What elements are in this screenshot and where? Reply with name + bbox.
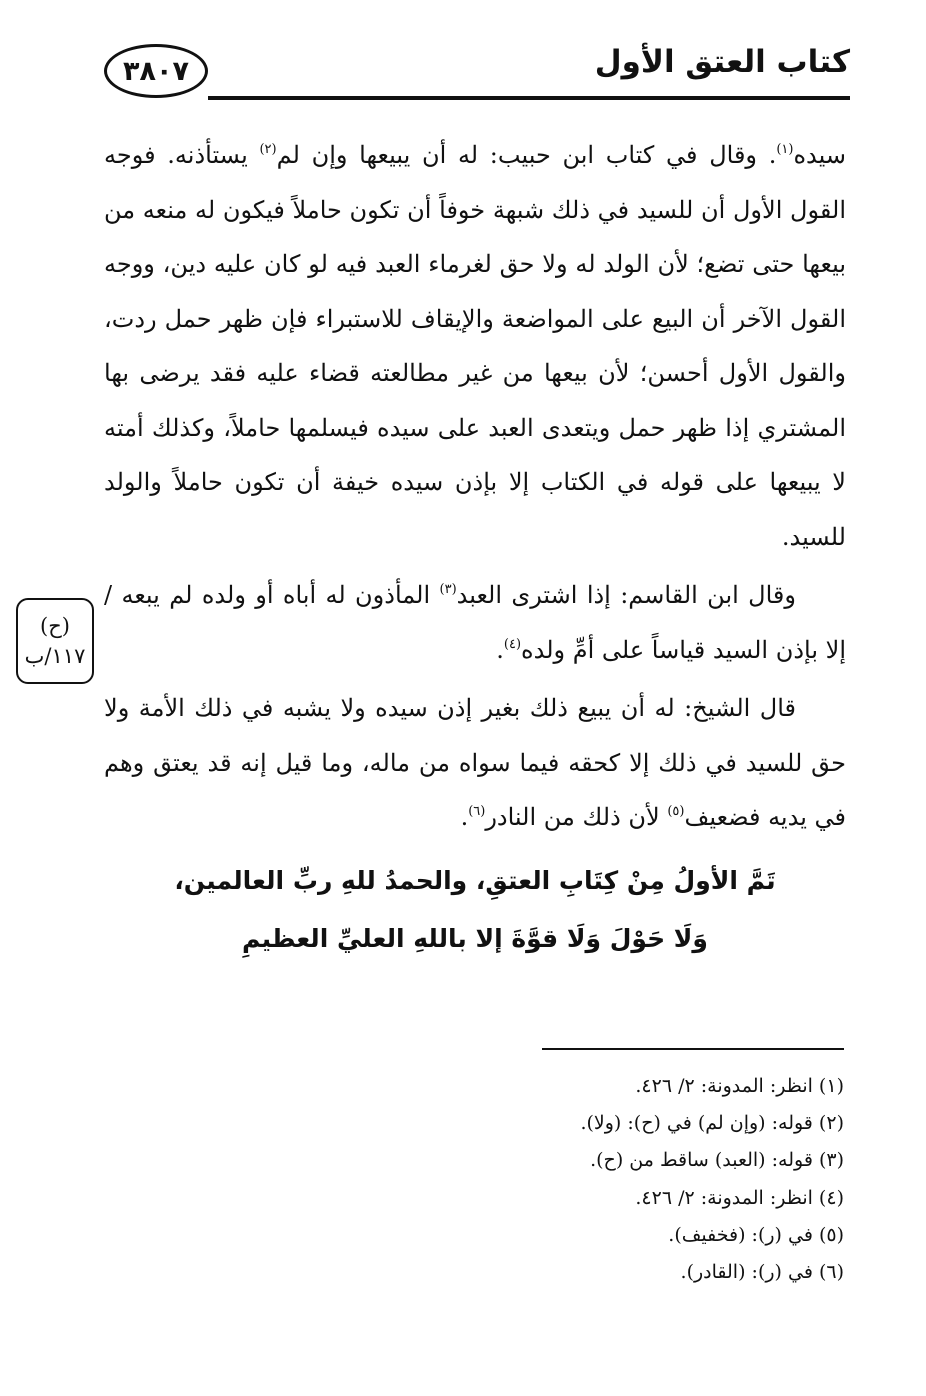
colophon-line-1: تَمَّ الأولُ مِنْ كِتَابِ العتقِ، والحمدُ للهِ ربِّ العالمين، <box>174 866 776 895</box>
footnote-ref-6[interactable]: (٦) <box>468 804 486 819</box>
running-title: كتاب العتق الأول <box>594 44 850 80</box>
manuscript-folio-note <box>16 598 94 684</box>
footnote-6: (٦) في (ر): (القادر). <box>680 1261 844 1284</box>
footnote-4: (٤) انظر: المدونة: ٢/ ٤٢٦. <box>635 1186 844 1209</box>
text-run: قال الشيخ: له أن يبيع ذلك بغير إذن سيده ولا يشبه في ذلك الأمة ولا حق للسيد في ذلك إلا كحقه فيما سواه من ماله، وما قيل إنه قد يعتق وهم في يديه فضعيف <box>104 694 846 831</box>
page-number: ٣٨٠٧ <box>104 44 208 98</box>
colophon-line-2: وَلَا حَوْلَ وَلَا قوَّةَ إلا باللهِ العليِّ العظيمِ <box>242 924 708 953</box>
footnote-ref-1[interactable]: (١) <box>776 142 794 157</box>
text-run: المأذون له أباه أو ولده لم يبعه / إلا بإذن السيد قياساً على أمِّ ولده <box>104 581 846 664</box>
footnote-3: (٣) قوله: (العبد) ساقط من (ح). <box>590 1149 844 1172</box>
footnote-ref-2[interactable]: (٢) <box>259 142 277 157</box>
text-run: . <box>496 635 504 664</box>
paragraph-3 <box>104 681 846 845</box>
colophon <box>104 852 846 968</box>
text-run: . وقال في كتاب ابن حبيب: له أن يبيعها وإن لم <box>276 141 777 169</box>
footnote-ref-5[interactable]: (٥) <box>667 804 685 819</box>
page-header <box>100 40 850 110</box>
footnote-2: (٢) قوله: (وإن لم) في (ح): (ولا). <box>580 1112 844 1135</box>
footnote-separator <box>542 1048 844 1050</box>
paragraph-1 <box>104 128 846 564</box>
manuscript-siglum: (ح) <box>40 614 70 638</box>
footnote-1: (١) انظر: المدونة: ٢/ ٤٢٦. <box>635 1075 844 1097</box>
text-run: يستأذنه. فوجه القول الأول أن للسيد في ذلك شبهة خوفاً أن تكون حاملاً فيكون له منعه من بيعها حتى تضع؛ لأن الولد له ولا حق لغرماء العبد فيه لو كان عليه دين، ووجه القول الآخر أن البيع على المواضعة والإيقاف للاستبراء فإن ظهر حمل ردت، والقول الأول أحسن؛ لأن بيعها من غير مطالعته قضاء عليه فقد يرضى بها المشتري إذا ظهر حمل ويتعدى العبد على سيده فيسلمها حاملاً، وكذلك أمته لا يبيعها على قوله في الكتاب إلا بإذن سيده خيفة أن تكون حاملاً والولد للسيد. <box>104 141 846 551</box>
paragraph-2 <box>104 568 846 677</box>
footnote-5: (٥) في (ر): (فخفيف). <box>668 1223 844 1246</box>
folio-number: ١١٧/ب <box>24 644 86 668</box>
text-run: . <box>460 803 469 831</box>
text-run: لأن ذلك من النادر <box>485 803 668 831</box>
text-run: سيده <box>793 141 846 169</box>
footnotes-list <box>404 1068 844 1291</box>
main-text <box>104 128 846 845</box>
footnote-ref-3[interactable]: (٣) <box>439 582 457 597</box>
footnote-ref-4[interactable]: (٤) <box>503 636 522 652</box>
text-run: وقال ابن القاسم: إذا اشترى العبد <box>456 581 796 609</box>
header-rule <box>208 96 850 100</box>
